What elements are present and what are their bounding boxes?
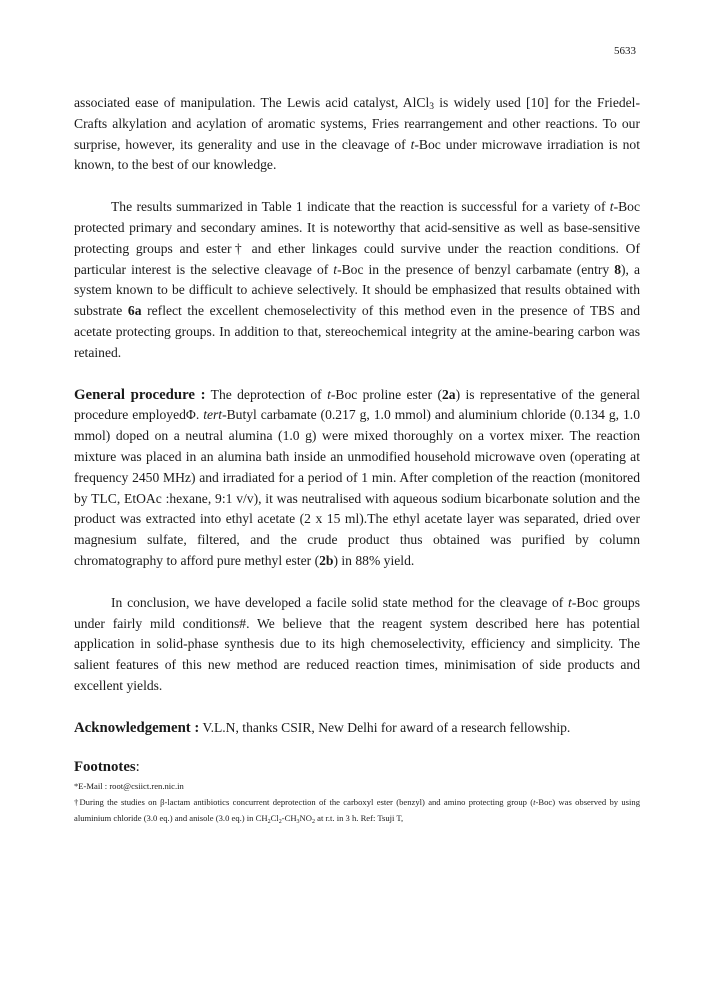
paragraph-results: The results summarized in Table 1 indicate that the reaction is successful for a variety of t-Boc protected primary and secondary amines. It is noteworthy that acid-sensitive as well as base-sensitive protecting groups and ester† and ether linkages could survive under the reaction conditions. Of particular interest is the selective cleavage of t-Boc in the presence of benzyl carbamate (entry 8), a system known to be difficult to achieve selectively. It should be emphasized that results obtained with substrate 6a reflect the excellent chemoselectivity of this method even in the presence of TBS and acetate protecting groups. In addition to that, stereochemical integrity at the amine-bearing carbon was retained.: [74, 199, 640, 360]
paragraph-acknowledgement: Acknowledgement : V.L.N, thanks CSIR, New Delhi for award of a research fellowship.: [74, 719, 571, 736]
footnotes-heading: Footnotes:: [74, 758, 140, 775]
footnote-email: *E-Mail : root@csiict.ren.nic.in: [74, 780, 184, 791]
footnote-dagger: †During the studies on β-lactam antibiotics concurrent deprotection of the carboxyl ester (benzyl) and amino protecting group (t-Boc) was observed by using aluminium chloride (3.0 eq.) and anisole (3.0 eq.) in $CH_2Cl_2-CH_3NO_2$ at r.t. in 3 h. Ref: Tsuji T,: [74, 796, 640, 825]
acknowledgement-heading: Acknowledgement :: [74, 719, 200, 736]
page-body: [74, 93, 640, 826]
general-procedure-heading: General procedure :: [74, 386, 206, 403]
paragraph-intro-continued: associated ease of manipulation. The Lewis acid catalyst, AlCl$_3$ is widely used [10] for the Friedel-Crafts alkylation and acylation of aromatic systems, Fries rearrangement and other reactions. To our surprise, however, its generality and use in the cleavage of t-Boc under microwave irradiation is not known, to the best of our knowledge.: [74, 95, 640, 173]
page-number: 5633: [614, 45, 636, 57]
paragraph-conclusion: In conclusion, we have developed a facile solid state method for the cleavage of t-Boc groups under fairly mild conditions#. We believe that the reagent system described here has potential application in solid-phase synthesis due to its high chemoselectivity, efficiency and simplicity. The salient features of this new method are reduced reaction times, minimisation of side products and excellent yields.: [74, 594, 640, 693]
paragraph-general-procedure: General procedure : The deprotection of t-Boc proline ester (2a) is representative of the general procedure employedΦ. tert-Butyl carbamate (0.217 g, 1.0 mmol) and aluminium chloride (0.134 g, 1.0 mmol) doped on a neutral alumina (1.0 g) were mixed thoroughly on a vortex mixer. The reaction mixture was placed in an alumina bath inside an unmodified household microwave oven (operating at frequency 2450 MHz) and irradiated for a period of 1 min. After completion of the reaction (monitored by TLC, EtOAc :hexane, 9:1 v/v), it was neutralised with aqueous sodium bicarbonate solution and the product was extracted into ethyl acetate (2 x 15 ml).The ethyl acetate layer was separated, dried over magnesium sulfate, filtered, and the crude product thus obtained was purified by column chromatography to afford pure methyl ester (2b) in 88% yield.: [74, 386, 641, 568]
